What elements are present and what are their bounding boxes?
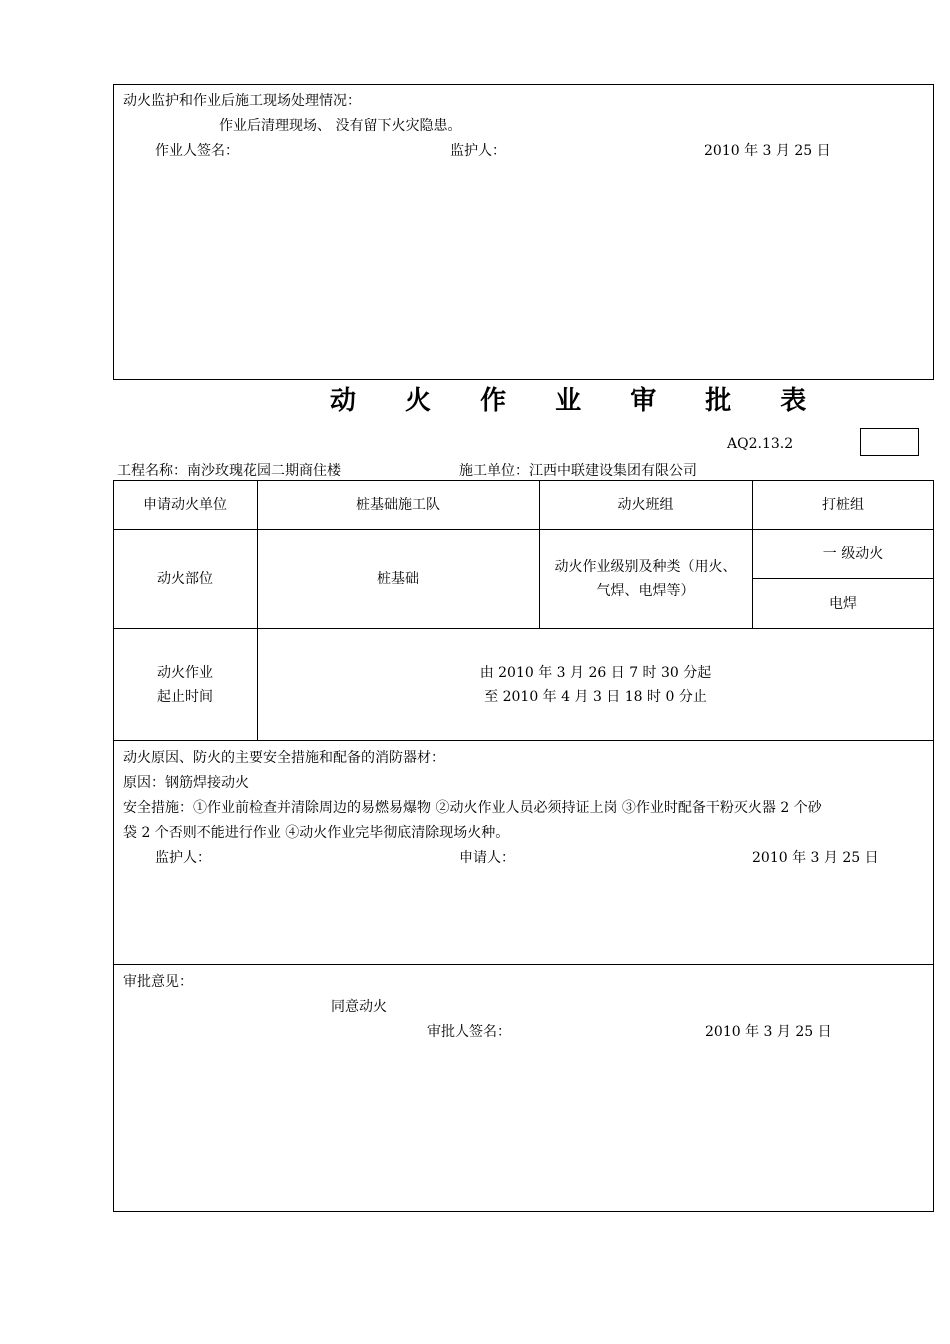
type-value: 电焊: [829, 595, 857, 612]
approval-opinion: 同意动火: [331, 999, 387, 1015]
level-type-label-line2: 气焊、电焊等）: [596, 583, 695, 599]
apply-unit-label: 申请动火单位: [143, 497, 227, 513]
measures-heading: 动火原因、防火的主要安全措施和配备的消防器材：: [123, 750, 445, 766]
time-label-line2: 起止时间: [157, 688, 213, 705]
location-value: 桩基础: [377, 571, 419, 587]
time-label-line1: 动火作业: [157, 664, 213, 681]
form-title: 动 火 作 业 审 批 表: [330, 386, 827, 416]
time-value: [257, 629, 934, 740]
apply-unit-value: 桩基础施工队: [356, 497, 440, 513]
row-divider: [113, 964, 934, 965]
level-type-label: [539, 530, 752, 628]
level-type-label-line1: 动火作业级别及种类（用火、: [554, 559, 737, 575]
time-to: 至 2010 年 4 月 3 日 18 时 0 分止: [484, 688, 707, 705]
location-label: 动火部位: [157, 571, 213, 587]
approval-heading: 审批意见：: [123, 974, 193, 990]
monitoring-content: 作业后清理现场、 没有留下火灾隐患。: [219, 118, 462, 134]
time-from: 由 2010 年 3 月 26 日 7 时 30 分起: [479, 664, 712, 681]
monitoring-heading: 动火监护和作业后施工现场处理情况：: [123, 93, 361, 109]
monitor-label: 监护人：: [450, 143, 506, 159]
team-value: 打桩组: [822, 497, 864, 513]
monitoring-date: 2010 年 3 月 25 日: [704, 143, 831, 159]
approver-sign-label: 审批人签名：: [427, 1024, 511, 1040]
time-label: [113, 629, 257, 740]
row-divider: [113, 740, 934, 741]
measures-date: 2010 年 3 月 25 日: [752, 850, 879, 866]
form-number-box: [860, 428, 919, 456]
measures-safety-line2: 袋 2 个否则不能进行作业 ④动火作业完毕彻底清除现场火种。: [123, 825, 510, 841]
worker-sign-label: 作业人签名：: [155, 143, 239, 159]
form-code: AQ2.13.2: [727, 436, 794, 452]
level-value: 一 级动火: [822, 546, 884, 562]
measures-reason: 原因：钢筋焊接动火: [123, 775, 249, 791]
project-name: 工程名称：南沙玫瑰花园二期商住楼: [117, 463, 341, 479]
team-label: 动火班组: [617, 497, 674, 513]
measures-safety-line1: 安全措施：①作业前检查并清除周边的易燃易爆物 ②动火作业人员必须持证上岗 ③作业时配备干粉灭火器 2 个砂: [123, 800, 822, 816]
measures-monitor-label: 监护人：: [155, 850, 211, 866]
contractor-name: 施工单位：江西中联建设集团有限公司: [459, 463, 697, 479]
approval-date: 2010 年 3 月 25 日: [705, 1024, 832, 1040]
measures-applicant-label: 申请人：: [459, 850, 515, 866]
